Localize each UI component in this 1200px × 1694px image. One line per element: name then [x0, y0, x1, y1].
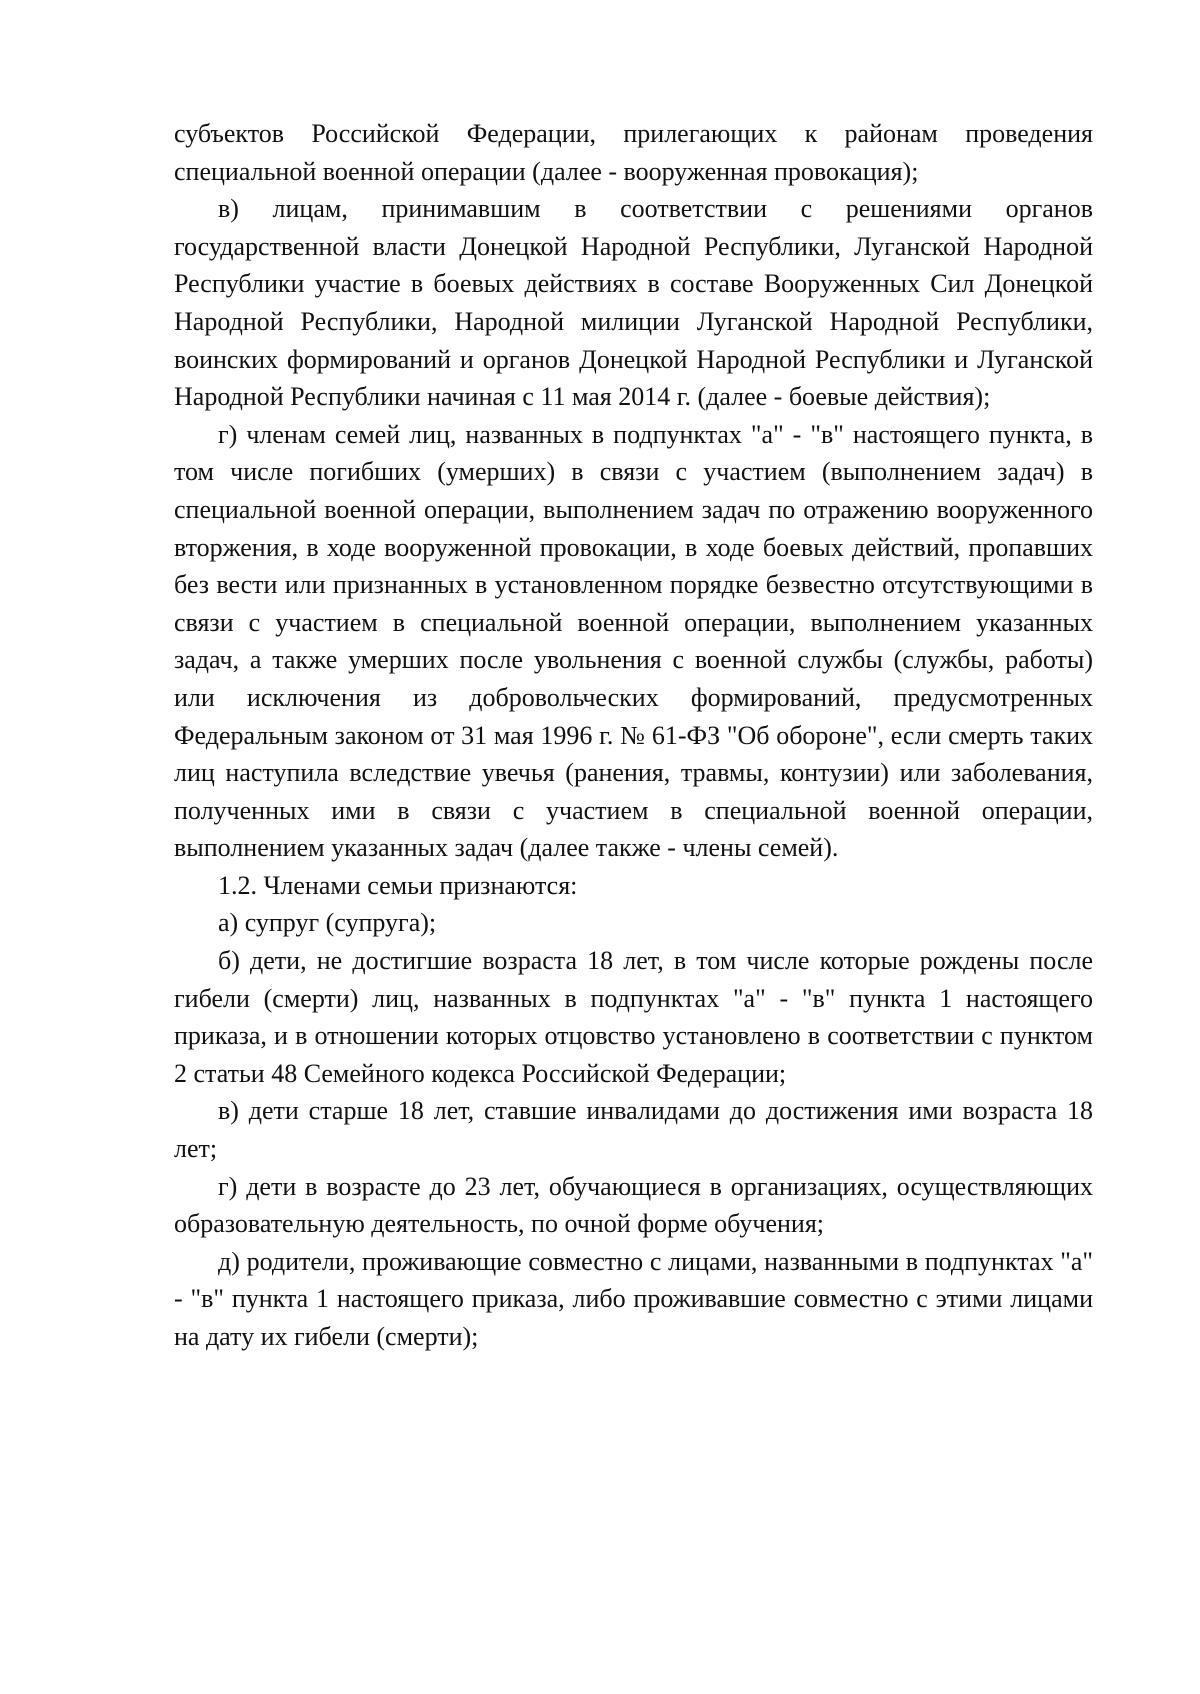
paragraph-family-g: г) дети в возрасте до 23 лет, обучающиеся в организациях, осуществляющих образовательную деятельность, по очной форме обучения; — [174, 1171, 1093, 1239]
paragraph-family-v: в) дети старше 18 лет, ставшие инвалидами до достижения ими возраста 18 лет; — [174, 1096, 1093, 1164]
paragraph-family-b: б) дети, не достигшие возраста 18 лет, в том числе которые рождены после гибели (смерти) лиц, названных в подпунктах "а" - "в" пункта 1 настоящего приказа, и в отношении которых отцовство установлено в соответствии с пунктом 2 статьи 48 Семейного кодекса Российской Федерации; — [174, 946, 1093, 1088]
paragraph-item-g: г) членам семей лиц, названных в подпунктах "а" - "в" настоящего пункта, в том числе погибших (умерших) в связи с участием (выполнением задач) в специальной военной операции, выполнением задач по отражению вооруженного вторжения, в ходе вооруженной провокации, в ходе боевых действий, пропавших без вести или признанных в установленном порядке безвестно отсутствующими в связи с участием в специальной военной операции, выполнением указанных задач, а также умерших после увольнения с военной службы (службы, работы) или исключения из добровольческих формирований, предусмотренных Федеральным законом от 31 мая 1996 г. № 61-ФЗ "Об обороне", если смерть таких лиц наступила вследствие увечья (ранения, травмы, контузии) или заболевания, полученных ими в связи с участием в специальной военной операции, выполнением указанных задач (далее также - члены семей). — [174, 419, 1093, 863]
paragraph-family-a: а) супруг (супруга); — [218, 908, 437, 938]
paragraph-item-v: в) лицам, принимавшим в соответствии с решениями органов государственной власти Донецкой Народной Республики, Луганской Народной Республики участие в боевых действиях в составе Вооруженных Сил Донецкой Народной Республики, Народной милиции Луганской Народной Республики, воинских формирований и органов Донецкой Народной Республики и Луганской Народной Республики начиная с 11 мая 2014 г. (далее - боевые действия); — [174, 194, 1093, 412]
paragraph-section-1-2: 1.2. Членами семьи признаются: — [218, 870, 578, 900]
document-body — [174, 115, 1093, 1356]
paragraph-continuation: субъектов Российской Федерации, прилегающих к районам проведения специальной военной операции (далее - вооруженная провокация); — [174, 119, 1093, 186]
paragraph-family-d: д) родители, проживающие совместно с лицами, названными в подпунктах "а" - "в" пункта 1 настоящего приказа, либо проживавшие совместно с этими лицами на дату их гибели (смерти); — [174, 1246, 1093, 1351]
